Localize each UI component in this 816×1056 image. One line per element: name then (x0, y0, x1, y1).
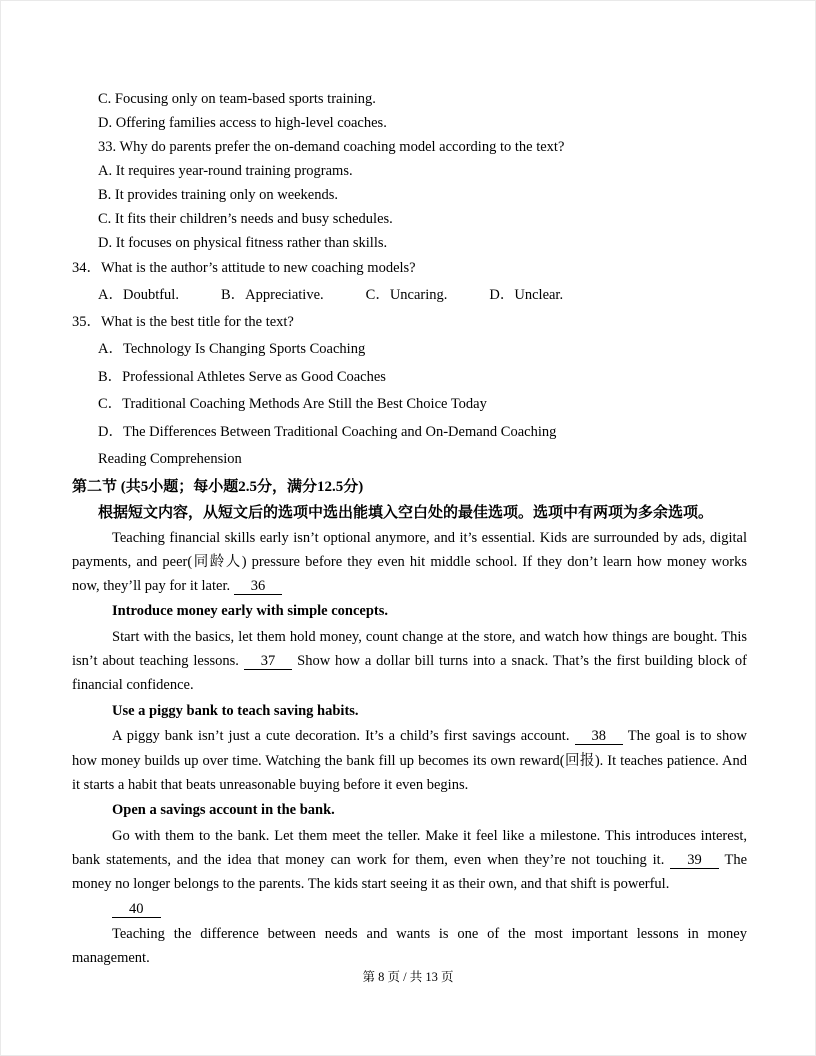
fill-in-blank-37: 37 (244, 653, 293, 670)
paragraph (72, 625, 747, 698)
option-line (72, 87, 747, 111)
text-segment: 根据短文内容，从短文后的选项中选出能填入空白处的最佳选项。选项中有两项为多余选项。 (98, 504, 714, 521)
text-segment: B．Appreciative. (220, 287, 324, 303)
option-line (72, 419, 747, 447)
fill-in-blank-40: 40 (112, 901, 161, 918)
question-line (72, 309, 747, 336)
option-line (72, 446, 747, 474)
paragraph (72, 922, 747, 971)
subheading (72, 598, 747, 625)
text-segment: Use a piggy bank to teach saving habits. (112, 702, 359, 719)
option-line (72, 207, 747, 231)
text-segment: Introduce money early with simple concepts. (112, 603, 389, 620)
paragraph (72, 526, 747, 599)
text-segment: C．Uncaring. (365, 287, 448, 303)
text-segment: 34．What is the author’s attitude to new coaching models? (72, 260, 416, 276)
section-instructions (72, 500, 747, 526)
option-line (72, 364, 747, 392)
text-segment: A piggy bank isn’t just a cute decoration. It’s a child’s first savings account. (112, 728, 575, 745)
text-segment: C. It fits their children’s needs and busy schedules. (98, 211, 393, 227)
fill-in-blank-39: 39 (670, 852, 719, 869)
text-segment: 33. Why do parents prefer the on-demand coaching model according to the text? (98, 139, 565, 155)
text-segment: Teaching financial skills early isn’t optional anymore, and it’s essential. Kids are surrounded by ads, digital payments, and peer(同龄人) pressure before they even hit middle school. If they don’t learn how money works now, they’ll pay for it later. (72, 529, 747, 595)
option-row (72, 282, 747, 309)
text-segment: Open a savings account in the bank. (112, 802, 335, 819)
fill-in-blank-38: 38 (575, 728, 624, 745)
text-segment: C. Focusing only on team-based sports training. (98, 91, 376, 107)
text-segment: 35．What is the best title for the text? (72, 314, 294, 330)
option-line (72, 231, 747, 255)
option-line (72, 111, 747, 135)
fill-in-blank-36: 36 (234, 578, 283, 595)
text-segment: B. It provides training only on weekends. (98, 187, 339, 203)
text-segment: Start with the basics, let them hold money, count change at the store, and watch how things are bought. This isn’t about teaching lessons. (72, 628, 747, 670)
text-segment: Show how a dollar bill turns into a snack. That’s the first building block of financial confidence. (72, 653, 747, 694)
text-segment: The goal is to show how money builds up over time. Watching the bank fill up becomes its own reward(回报). It teaches patience. And it starts a habit that beats unreasonable buying before it even begins. (72, 728, 748, 793)
text-segment: D. Offering families access to high-level coaches. (98, 115, 387, 131)
document-body (72, 87, 747, 970)
page-footer: 第 8 页 / 共 13 页 (362, 970, 454, 984)
text-segment: D．Unclear. (489, 287, 564, 303)
blank-line (72, 897, 747, 922)
text-segment: A．Doubtful. (98, 287, 179, 303)
text-segment: Teaching the difference between needs and wants is one of the most important lessons in money management. (72, 925, 747, 966)
text-segment: D. It focuses on physical fitness rather than skills. (98, 235, 388, 251)
option-line (72, 135, 747, 159)
paragraph (72, 824, 747, 897)
subheading (72, 698, 747, 725)
section-heading (72, 474, 747, 500)
text-segment: C．Traditional Coaching Methods Are Still the Best Choice Today (98, 396, 487, 412)
question-line (72, 255, 747, 282)
option-line (72, 159, 747, 183)
text-segment: D．The Differences Between Traditional Coaching and On-Demand Coaching (98, 423, 557, 440)
subheading (72, 797, 747, 824)
paragraph (72, 724, 747, 797)
text-segment: The money no longer belongs to the parents. The kids start seeing it as their own, and that shift is powerful. (72, 851, 748, 893)
option-line (72, 391, 747, 419)
option-line (72, 336, 747, 364)
text-segment: A. It requires year-round training programs. (98, 163, 353, 179)
text-segment: Go with them to the bank. Let them meet the teller. Make it feel like a milestone. This introduces interest, bank statements, and the idea that money can work for them, even when they’re not touching it. (72, 827, 747, 868)
text-segment: A．Technology Is Changing Sports Coaching (98, 341, 366, 357)
text-segment: B．Professional Athletes Serve as Good Coaches (98, 368, 386, 385)
text-segment: Reading Comprehension (98, 451, 242, 467)
option-line (72, 183, 747, 207)
text-segment: 第二节 (共5小题；每小题2.5分，满分12.5分) (72, 478, 364, 495)
